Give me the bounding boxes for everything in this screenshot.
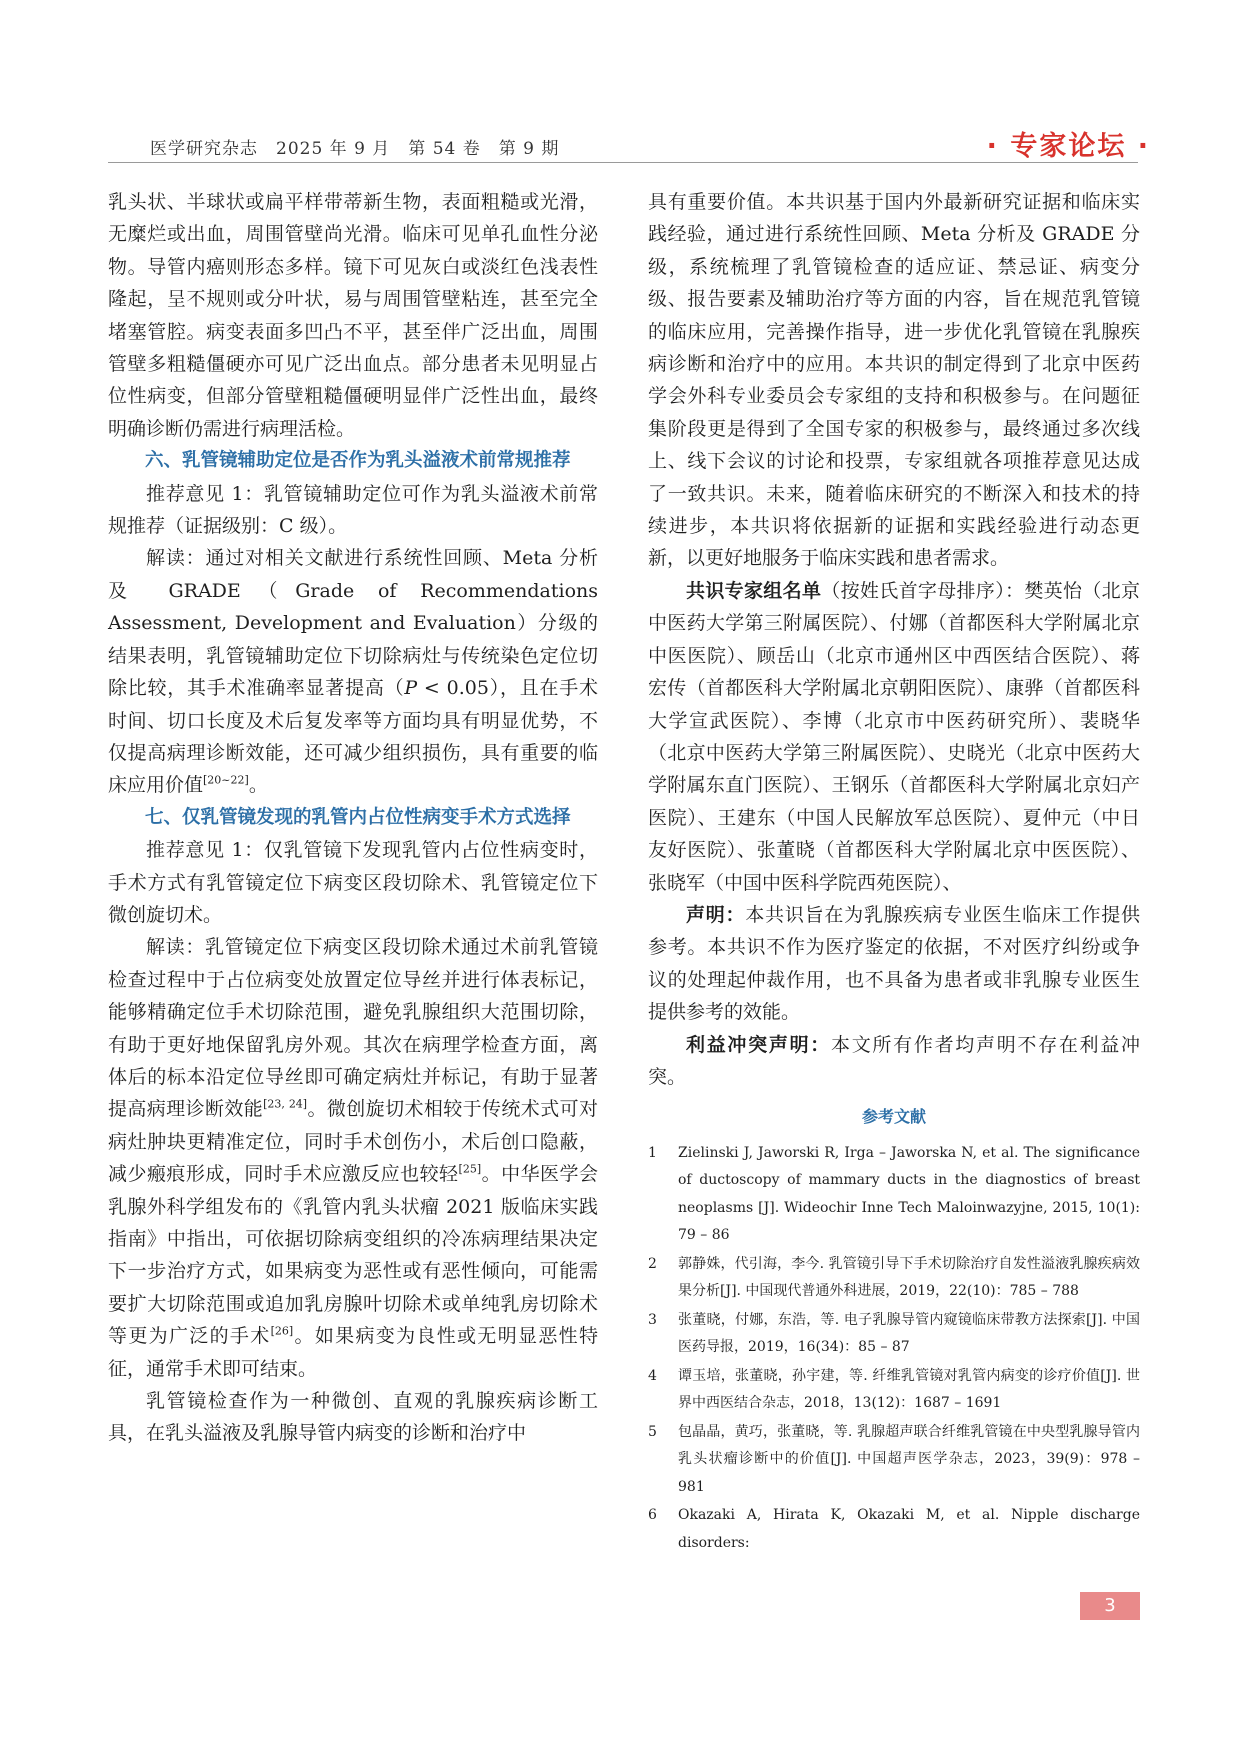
- expert-list: [648, 575, 1140, 899]
- citation: [26]: [270, 1324, 294, 1338]
- citation: [25]: [458, 1162, 482, 1176]
- interpretation-6: [108, 542, 598, 801]
- body-paragraph: 乳头状、半球状或扁平样带蒂新生物，表面粗糙或光滑，无糜烂或出血，周围管壁尚光滑。临床可见单孔血性分泌物。导管内癌则形态多样。镜下可见灰白或淡红色浅表性隆起，呈不规则或分叶状，易与周围管壁粘连，甚至完全堵塞管腔。病变表面多凹凸不平，甚至伴广泛出血，周围管壁多粗糙僵硬亦可见广泛出血点。部分患者未见明显占位性病变，但部分管壁粗糙僵硬明显伴广泛性出血，最终明确诊断仍需进行病理活检。: [108, 191, 598, 440]
- reference-number: 4: [648, 1367, 657, 1384]
- reference-text: Okazaki A, Hirata K, Okazaki M, et al. Nipple discharge disorders:: [678, 1507, 1140, 1551]
- body-paragraph: 具有重要价值。本共识基于国内外最新研究证据和临床实践经验，通过进行系统性回顾、Meta 分析及 GRADE 分级，系统梳理了乳管镜检查的适应证、禁忌证、病变分级、报告要素及辅助治疗等方面的内容，旨在规范乳管镜的临床应用，完善操作指导，进一步优化乳管镜在乳腺疾病诊断和治疗中的应用。本共识的制定得到了北京中医药学会外科专业委员会专家组的支持和积极参与。在问题征集阶段更是得到了全国专家的积极参与，最终通过多次线上、线下会议的讨论和投票，专家组就各项推荐意见达成了一致共识。未来，随着临床研究的不断深入和技术的持续进步，本共识将依据新的证据和实践经验进行动态更新，以更好地服务于临床实践和患者需求。: [648, 191, 1140, 570]
- right-column: [648, 186, 1140, 1558]
- conflict-of-interest: [648, 1029, 1140, 1094]
- reference-item: [648, 1502, 1140, 1557]
- reference-list: [648, 1140, 1140, 1558]
- reference-text: 包晶晶，黄巧，张董晓，等. 乳腺超声联合纤维乳管镜在中央型乳腺导管内乳头状瘤诊断中的价值[J]. 中国超声医学杂志，2023，39(9)：978 – 981: [678, 1423, 1140, 1495]
- recommendation-7: 推荐意见 1：仅乳管镜下发现乳管内占位性病变时，手术方式有乳管镜定位下病变区段切除术、乳管镜定位下微创旋切术。: [108, 839, 598, 926]
- reference-number: 2: [648, 1255, 657, 1272]
- section-label: · 专家论坛 ·: [986, 131, 1150, 162]
- expert-list-text: （按姓氏首字母排序）：樊英怡（北京中医药大学第三附属医院）、付娜（首都医科大学附属北京中医医院）、顾岳山（北京市通州区中西医结合医院）、蒋宏传（首都医科大学附属北京朝阳医院）、康骅（首都医科大学宣武医院）、李博（北京市中医药研究所）、裴晓华（北京中医药大学第三附属医院）、史晓光（北京中医药大学附属东直门医院）、王钢乐（首都医科大学附属北京妇产医院）、王建东（中国人民解放军总医院）、夏仲元（中日友好医院）、张董晓（首都医科大学附属北京中医医院）、张晓军（中国中医科学院西苑医院）、: [648, 579, 1140, 894]
- reference-text: 张董晓，付娜，东浩，等. 电子乳腺导管内窥镜临床带教方法探索[J]. 中国医药导报，2019，16(34)：85 – 87: [678, 1311, 1140, 1356]
- interp-text: 。: [248, 774, 268, 797]
- reference-item: [648, 1419, 1140, 1502]
- reference-number: 1: [648, 1144, 657, 1161]
- disclaimer-label: 声明：: [686, 903, 746, 926]
- reference-text: 郭静姝，代引海，李今. 乳管镜引导下手术切除治疗自发性溢液乳腺疾病效果分析[J]. 中国现代普通外科进展，2019，22(10)：785 – 788: [678, 1255, 1140, 1300]
- reference-number: 5: [648, 1423, 657, 1440]
- coi-label: 利益冲突声明：: [686, 1033, 831, 1056]
- disclaimer-text: 本共识旨在为乳腺疾病专业医生临床工作提供参考。本共识不作为医疗鉴定的依据，不对医疗纠纷或争议的处理起仲裁作用，也不具备为患者或非乳腺专业医生提供参考的效能。: [648, 903, 1140, 1024]
- left-column: [108, 186, 598, 1450]
- citation: [23, 24]: [263, 1098, 308, 1112]
- interp-text: 解读：通过对相关文献进行系统性回顾、Meta 分析及 GRADE（Grade of Recommendations Assessment, Development and Evaluation）分级的结果表明，乳管镜辅助定位下切除病灶与传统染色定位切除比较，其手术准确率显著提高（: [108, 547, 598, 700]
- citation: [20~22]: [203, 773, 249, 787]
- header-divider: [108, 162, 1138, 163]
- body-paragraph: 乳管镜检查作为一种微创、直观的乳腺疾病诊断工具，在乳头溢液及乳腺导管内病变的诊断和治疗中: [108, 1390, 598, 1445]
- interp-text: 。中华医学会乳腺外科学组发布的《乳管内乳头状瘤 2021 版临床实践指南》中指出，可依据切除病变组织的冷冻病理结果决定下一步治疗方式，如果病变为恶性或有恶性倾向，可能需要扩大切除范围或追加乳房腺叶切除术或单纯乳房切除术等更为广泛的手术: [108, 1163, 598, 1348]
- page-number: 3: [1080, 1592, 1140, 1620]
- reference-text: 谭玉培，张董晓，孙宇建，等. 纤维乳管镜对乳管内病变的诊疗价值[J]. 世界中西医结合杂志，2018，13(12)：1687 – 1691: [678, 1367, 1140, 1412]
- interp-text: 。微创旋切术相较于传统术式可对病灶肿块更精准定位，同时手术创伤小，术后创口隐蔽，减少瘢痕形成，同时手术应激反应也较轻: [108, 1098, 598, 1186]
- expert-list-label: 共识专家组名单: [686, 579, 822, 602]
- p-value-symbol: P: [404, 677, 418, 700]
- reference-item: [648, 1140, 1140, 1250]
- section-heading-6: 六、乳管镜辅助定位是否作为乳头溢液术前常规推荐: [145, 450, 571, 472]
- interpretation-7: [108, 931, 598, 1385]
- running-header: [122, 120, 1150, 160]
- reference-text: Zielinski J, Jaworski R, Irga – Jaworska N, et al. The significance of ductoscopy of mammary ducts in the diagnostics of breast neoplasms [J]. Wideochir Inne Tech Maloinwazyjne, 2015, 10(1): 79 – 86: [678, 1144, 1140, 1244]
- reference-number: 3: [648, 1311, 657, 1328]
- coi-text: 本文所有作者均声明不存在利益冲突。: [648, 1033, 1140, 1088]
- references-title: 参考文献: [861, 1107, 926, 1127]
- disclaimer: [648, 899, 1140, 1029]
- interp-text: 。如果病变为良性或无明显恶性特征，通常手术即可结束。: [108, 1325, 598, 1380]
- interp-text: < 0.05），且在手术时间、切口长度及术后复发率等方面均具有明显优势，不仅提高病理诊断效能，还可减少组织损伤，具有重要的临床应用价值: [108, 677, 598, 797]
- recommendation-6: 推荐意见 1：乳管镜辅助定位可作为乳头溢液术前常规推荐（证据级别：C 级）。: [108, 482, 598, 538]
- reference-item: [648, 1363, 1140, 1418]
- reference-item: [648, 1307, 1140, 1362]
- reference-item: [648, 1251, 1140, 1306]
- journal-info: 医学研究杂志 2025 年 9 月 第 54 卷 第 9 期: [150, 139, 560, 159]
- section-heading-7: 七、仅乳管镜发现的乳管内占位性病变手术方式选择: [145, 806, 571, 828]
- reference-number: 6: [648, 1507, 657, 1524]
- interp-text: 解读：乳管镜定位下病变区段切除术通过术前乳管镜检查过程中于占位病变处放置定位导丝并进行体表标记，能够精确定位手术切除范围，避免乳腺组织大范围切除，有助于更好地保留乳房外观。其次在病理学检查方面，离体后的标本沿定位导丝即可确定病灶并标记，有助于显著提高病理诊断效能: [108, 936, 598, 1121]
